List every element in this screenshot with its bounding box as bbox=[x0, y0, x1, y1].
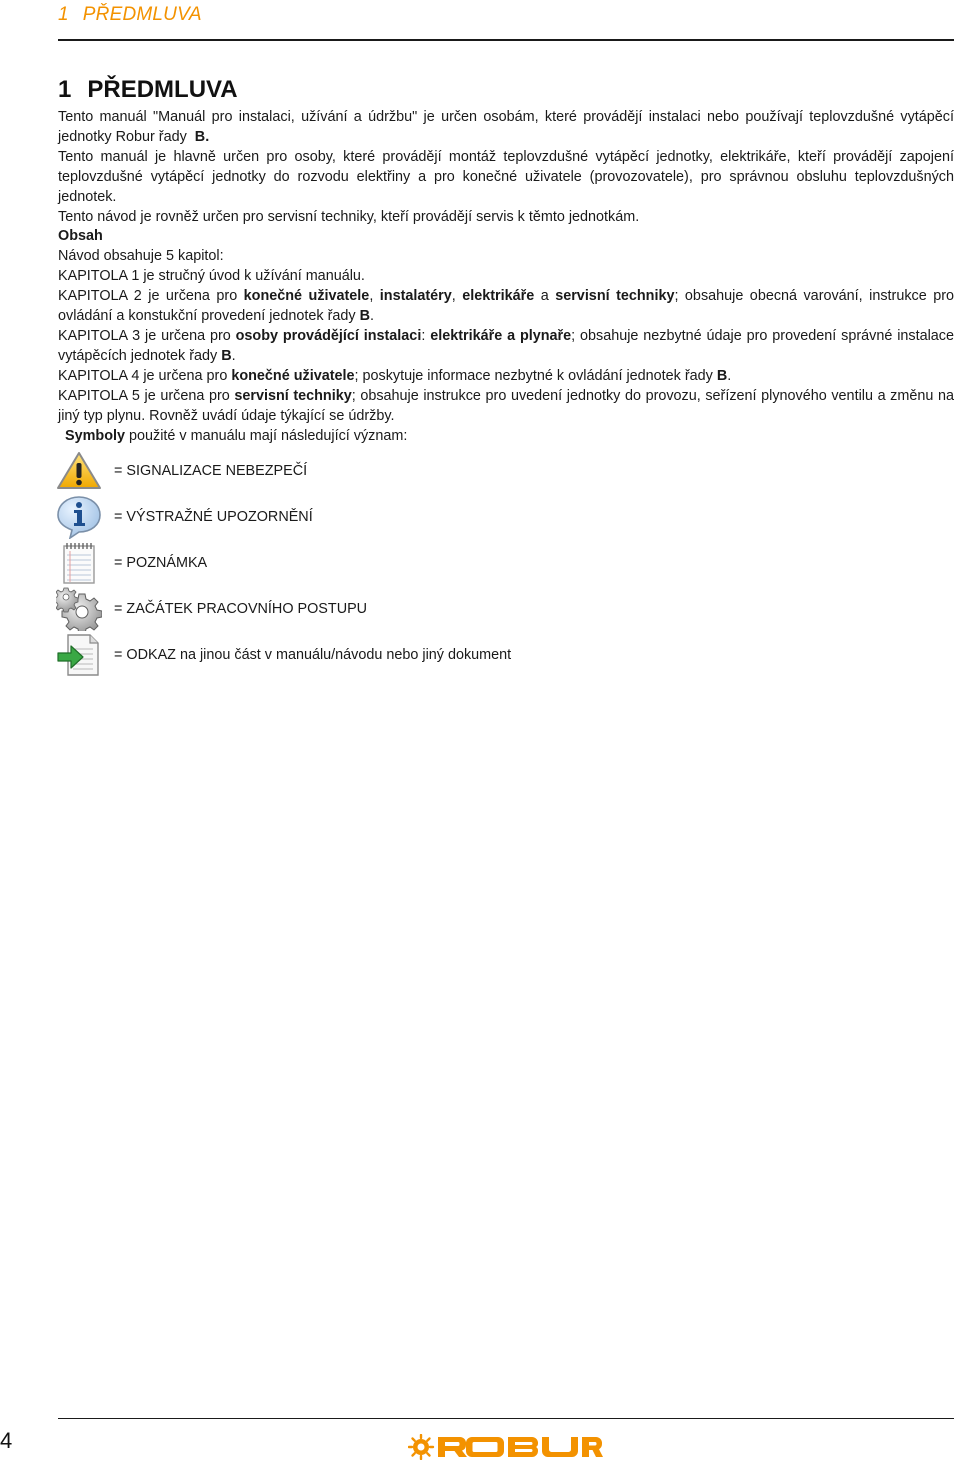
footer-divider bbox=[58, 1418, 954, 1419]
robur-logo-graphic bbox=[408, 1434, 604, 1460]
notepad-icon bbox=[56, 541, 104, 585]
symbols-intro-bold: Symboly bbox=[65, 427, 125, 444]
ch2-sep-2: , bbox=[451, 288, 463, 305]
ch2-sep-3: a bbox=[534, 288, 556, 305]
warning-triangle-icon bbox=[56, 449, 104, 493]
symbol-row bbox=[56, 540, 656, 586]
ch2-post: ; obsahuje obecná varování, instrukce pro ovládání a konstukční provedení jednotek řady bbox=[58, 288, 954, 325]
ch2-sep-1: , bbox=[369, 288, 380, 305]
info-bubble-icon bbox=[56, 495, 104, 539]
ch2-pre: KAPITOLA 2 je určena pro bbox=[58, 288, 244, 305]
running-header-number: 1 bbox=[58, 4, 69, 25]
ch3-sep: : bbox=[421, 327, 431, 344]
running-header bbox=[58, 4, 202, 26]
ch2-series: B bbox=[359, 308, 371, 325]
ch5-bold-1: servisní techniky bbox=[234, 387, 352, 404]
robur-logo bbox=[408, 1434, 604, 1460]
symbol-row bbox=[56, 494, 656, 540]
symbol-label: = ZAČÁTEK PRACOVNÍHO POSTUPU bbox=[114, 601, 368, 617]
intro-paragraph-2: Tento manuál je hlavně určen pro osoby, které provádějí montáž teplovzdušné vytápěcí jednotky, elektrikáře, kteří provádějí zapojení teplovzdušné vytápěcí jednotky do rozvodu elektřiny a pro konečné uživatele (provozovatele), pro správnou obsluhu teplovzdušných jednotek. bbox=[58, 148, 954, 205]
contents-intro: Návod obsahuje 5 kapitol: bbox=[58, 248, 224, 265]
page-number: 4 bbox=[0, 1428, 13, 1453]
ch2-bold-1: konečné uživatele bbox=[243, 288, 370, 305]
ch3-bold-2: elektrikáře a plynaře bbox=[430, 327, 572, 344]
chapter-1-description: KAPITOLA 1 je stručný úvod k užívání manuálu. bbox=[58, 268, 365, 285]
intro-paragraph-3: Tento návod je rovněž určen pro servisní techniky, kteří provádějí servis k těmto jednotkám. bbox=[58, 208, 640, 225]
contents-heading bbox=[58, 227, 954, 247]
symbols-legend bbox=[56, 448, 656, 678]
document-arrow-icon bbox=[56, 633, 104, 677]
header-divider bbox=[58, 39, 954, 41]
ch3-pre: KAPITOLA 3 je určena pro bbox=[58, 327, 236, 344]
ch4-pre: KAPITOLA 4 je určena pro bbox=[58, 367, 232, 384]
ch5-pre: KAPITOLA 5 je určena pro bbox=[58, 387, 235, 404]
ch3-end: . bbox=[231, 347, 236, 364]
contents-heading-text: Obsah bbox=[58, 228, 103, 245]
chapter-number: 1 bbox=[58, 76, 72, 103]
ch4-end: . bbox=[727, 367, 732, 384]
gear-icon bbox=[56, 587, 104, 631]
ch3-series: B bbox=[221, 347, 232, 364]
ch3-post: ; obsahuje nezbytné údaje pro provedení správné instalace vytápěcích jednotek řady bbox=[58, 327, 955, 364]
symbol-label: = ODKAZ na jinou část v manuálu/návodu nebo jiný dokument bbox=[114, 647, 512, 663]
ch2-bold-4: servisní techniky bbox=[555, 288, 675, 305]
chapter-5-description bbox=[58, 387, 954, 427]
chapter-4-description bbox=[58, 367, 954, 387]
body-content bbox=[58, 108, 954, 446]
symbol-label: = VÝSTRAŽNÉ UPOZORNĚNÍ bbox=[114, 509, 313, 525]
symbol-label: = SIGNALIZACE NEBEZPEČÍ bbox=[114, 463, 308, 479]
symbol-label: = POZNÁMKA bbox=[114, 555, 208, 571]
series-label: B. bbox=[194, 128, 210, 145]
symbol-row bbox=[56, 586, 656, 632]
symbol-row bbox=[56, 448, 656, 494]
symbols-intro-text: použité v manuálu mají následující význam: bbox=[124, 427, 408, 444]
intro-paragraph-1 bbox=[58, 108, 954, 148]
ch3-bold-1: osoby provádějící instalaci bbox=[235, 327, 422, 344]
ch5-post: ; obsahuje instrukce pro uvedení jednotky do provozu, seřízení plynového ventilu a změnu na jiný typ plynu. Rovněž uvádí údaje týkající se údržby. bbox=[58, 387, 954, 424]
running-header-title: PŘEDMLUVA bbox=[82, 4, 202, 25]
symbols-intro bbox=[58, 427, 954, 447]
chapter-title bbox=[58, 76, 238, 104]
ch2-bold-3: elektrikáře bbox=[462, 288, 535, 305]
chapter-2-description bbox=[58, 287, 954, 327]
ch4-series: B bbox=[716, 367, 728, 384]
chapter-title-text: PŘEDMLUVA bbox=[87, 76, 238, 103]
ch2-end: . bbox=[370, 308, 375, 325]
chapter-3-description bbox=[58, 327, 954, 367]
ch4-bold-1: konečné uživatele bbox=[231, 367, 355, 384]
ch4-post: ; poskytuje informace nezbytné k ovládání jednotek řady bbox=[354, 367, 717, 384]
intro-paragraph-1-text: Tento manuál "Manuál pro instalaci, užívání a údržbu" je určen osobám, které provádějí instalaci nebo používají teplovzdušné vytápěcí jednotky Robur řady bbox=[58, 109, 954, 145]
symbol-row bbox=[56, 632, 656, 678]
ch2-bold-2: instalatéry bbox=[379, 288, 452, 305]
